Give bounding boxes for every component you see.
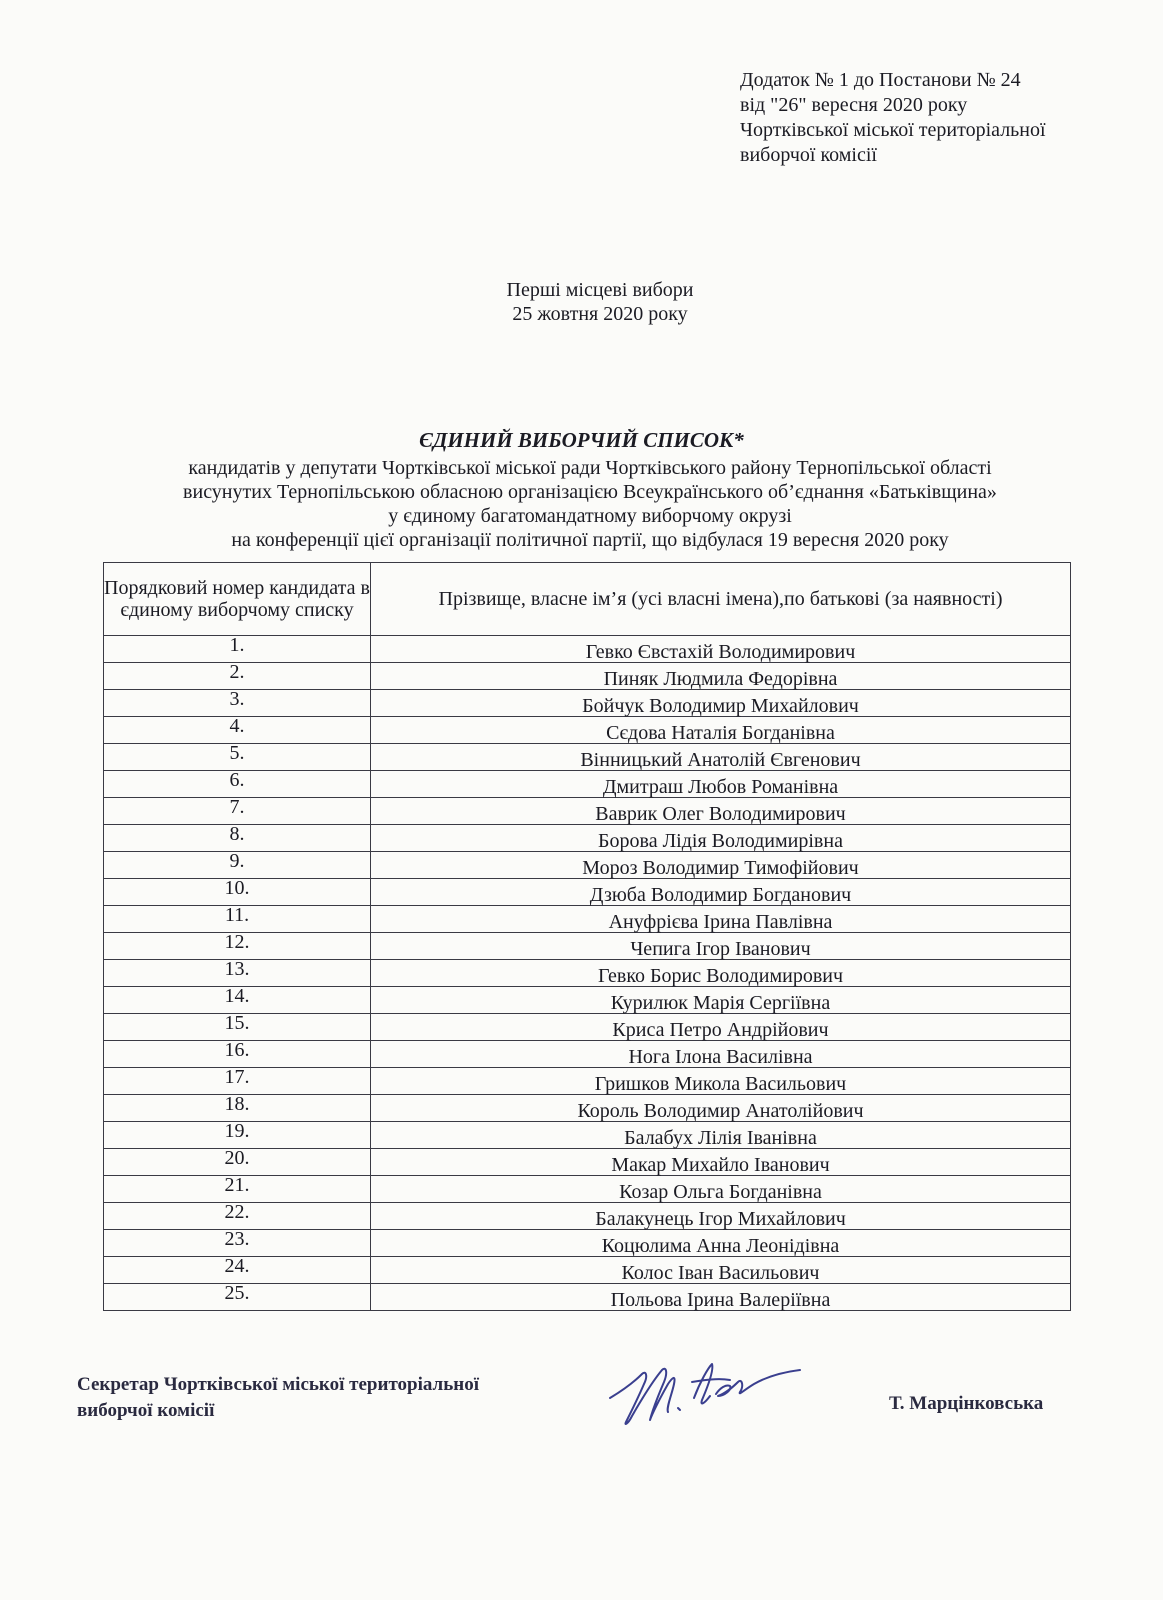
election-name: Перші місцеві вибори xyxy=(506,279,694,301)
document-title: ЄДИНИЙ ВИБОРЧИЙ СПИСОК* xyxy=(419,428,744,452)
table-row xyxy=(104,1257,1071,1284)
candidate-name: Вінницький Анатолій Євгенович xyxy=(371,744,1071,771)
table-row xyxy=(104,1176,1071,1203)
candidate-name: Ваврик Олег Володимирович xyxy=(371,798,1071,825)
candidate-name: Гевко Борис Володимирович xyxy=(371,960,1071,987)
table-row xyxy=(104,825,1071,852)
candidate-name: Балабух Лілія Іванівна xyxy=(371,1122,1071,1149)
candidate-rows xyxy=(104,636,1071,1311)
candidate-number: 2. xyxy=(104,663,371,690)
table-row xyxy=(104,717,1071,744)
annex-reference xyxy=(740,68,1046,168)
candidate-number: 9. xyxy=(104,852,371,879)
annex-line-3: Чортківської міської територіальної xyxy=(740,119,1046,141)
candidate-name: Коцюлима Анна Леонідівна xyxy=(371,1230,1071,1257)
candidate-number: 21. xyxy=(104,1176,371,1203)
subtitle-line-1: кандидатів у депутати Чортківської міської ради Чортківського району Тернопільської області xyxy=(188,457,992,479)
table-row xyxy=(104,1014,1071,1041)
candidate-number: 24. xyxy=(104,1257,371,1284)
candidate-number: 18. xyxy=(104,1095,371,1122)
table-row xyxy=(104,690,1071,717)
candidate-name: Макар Михайло Іванович xyxy=(371,1149,1071,1176)
candidate-number: 16. xyxy=(104,1041,371,1068)
candidate-name: Колос Іван Васильович xyxy=(371,1257,1071,1284)
candidate-name: Польова Ірина Валеріївна xyxy=(371,1284,1071,1311)
annex-line-2: від "26" вересня 2020 року xyxy=(740,94,968,116)
candidate-name: Бойчук Володимир Михайлович xyxy=(371,690,1071,717)
candidate-number: 23. xyxy=(104,1230,371,1257)
subtitle-line-4: на конференції цієї організації політичної партії, що відбулася 19 вересня 2020 року xyxy=(231,529,949,551)
candidate-number: 25. xyxy=(104,1284,371,1311)
annex-line-4: виборчої комісії xyxy=(740,144,877,166)
annex-line-1: Додаток № 1 до Постанови № 24 xyxy=(740,69,1021,91)
table-row xyxy=(104,1068,1071,1095)
header-number: Порядковий номер кандидата в єдиному виборчому списку xyxy=(104,563,371,636)
candidate-name: Козар Ольга Богданівна xyxy=(371,1176,1071,1203)
election-heading xyxy=(380,278,820,326)
table-row xyxy=(104,987,1071,1014)
candidate-name: Нога Ілона Василівна xyxy=(371,1041,1071,1068)
candidate-number: 10. xyxy=(104,879,371,906)
table-row xyxy=(104,1230,1071,1257)
candidate-number: 13. xyxy=(104,960,371,987)
signatory-position-line-2: виборчої комісії xyxy=(77,1400,215,1421)
candidate-number: 3. xyxy=(104,690,371,717)
candidate-number: 17. xyxy=(104,1068,371,1095)
candidate-name: Пиняк Людмила Федорівна xyxy=(371,663,1071,690)
candidate-name: Гевко Євстахій Володимирович xyxy=(371,636,1071,663)
table-row xyxy=(104,771,1071,798)
table-row xyxy=(104,636,1071,663)
candidate-number: 4. xyxy=(104,717,371,744)
candidate-number: 12. xyxy=(104,933,371,960)
table-row xyxy=(104,1284,1071,1311)
table-header-row xyxy=(104,563,1071,636)
candidate-number: 22. xyxy=(104,1203,371,1230)
candidate-name: Ануфрієва Ірина Павлівна xyxy=(371,906,1071,933)
candidate-name: Чепига Ігор Іванович xyxy=(371,933,1071,960)
table-row xyxy=(104,879,1071,906)
candidate-number: 14. xyxy=(104,987,371,1014)
table-row xyxy=(104,852,1071,879)
table-row xyxy=(104,906,1071,933)
election-date: 25 жовтня 2020 року xyxy=(512,303,688,325)
candidate-number: 19. xyxy=(104,1122,371,1149)
candidate-number: 7. xyxy=(104,798,371,825)
subtitle-line-2: висунутих Тернопільською обласною організацією Всеукраїнського об’єднання «Батьківщина» xyxy=(183,481,997,503)
candidate-name: Гришков Микола Васильович xyxy=(371,1068,1071,1095)
signatory-position xyxy=(77,1372,479,1424)
candidate-name: Курилюк Марія Сергіївна xyxy=(371,987,1071,1014)
candidate-name: Мороз Володимир Тимофійович xyxy=(371,852,1071,879)
candidate-name: Борова Лідія Володимирівна xyxy=(371,825,1071,852)
table-row xyxy=(104,1041,1071,1068)
table-row xyxy=(104,744,1071,771)
document-subtitle xyxy=(90,456,1090,552)
signatory-position-line-1: Секретар Чортківської міської територіальної xyxy=(77,1374,479,1395)
table-row xyxy=(104,1149,1071,1176)
candidate-number: 1. xyxy=(104,636,371,663)
candidate-name: Король Володимир Анатолійович xyxy=(371,1095,1071,1122)
table-row xyxy=(104,1203,1071,1230)
candidate-number: 11. xyxy=(104,906,371,933)
table-row xyxy=(104,933,1071,960)
table-row xyxy=(104,663,1071,690)
candidate-name: Дмитраш Любов Романівна xyxy=(371,771,1071,798)
candidate-number: 6. xyxy=(104,771,371,798)
table-row xyxy=(104,960,1071,987)
candidate-number: 8. xyxy=(104,825,371,852)
candidate-name: Балакунець Ігор Михайлович xyxy=(371,1203,1071,1230)
candidate-number: 5. xyxy=(104,744,371,771)
candidate-number: 15. xyxy=(104,1014,371,1041)
table-row xyxy=(104,1095,1071,1122)
candidate-name: Дзюба Володимир Богданович xyxy=(371,879,1071,906)
candidate-name: Криса Петро Андрійович xyxy=(371,1014,1071,1041)
table-row xyxy=(104,798,1071,825)
candidate-list-table xyxy=(103,562,1071,1311)
subtitle-line-3: у єдиному багатомандатному виборчому окрузі xyxy=(388,505,792,527)
signatory-name: Т. Марцінковська xyxy=(889,1393,1044,1414)
handwritten-signature xyxy=(608,1338,808,1448)
table-row xyxy=(104,1122,1071,1149)
candidate-number: 20. xyxy=(104,1149,371,1176)
header-full-name: Прізвище, власне ім’я (усі власні імена),по батькові (за наявності) xyxy=(371,563,1071,636)
candidate-name: Сєдова Наталія Богданівна xyxy=(371,717,1071,744)
